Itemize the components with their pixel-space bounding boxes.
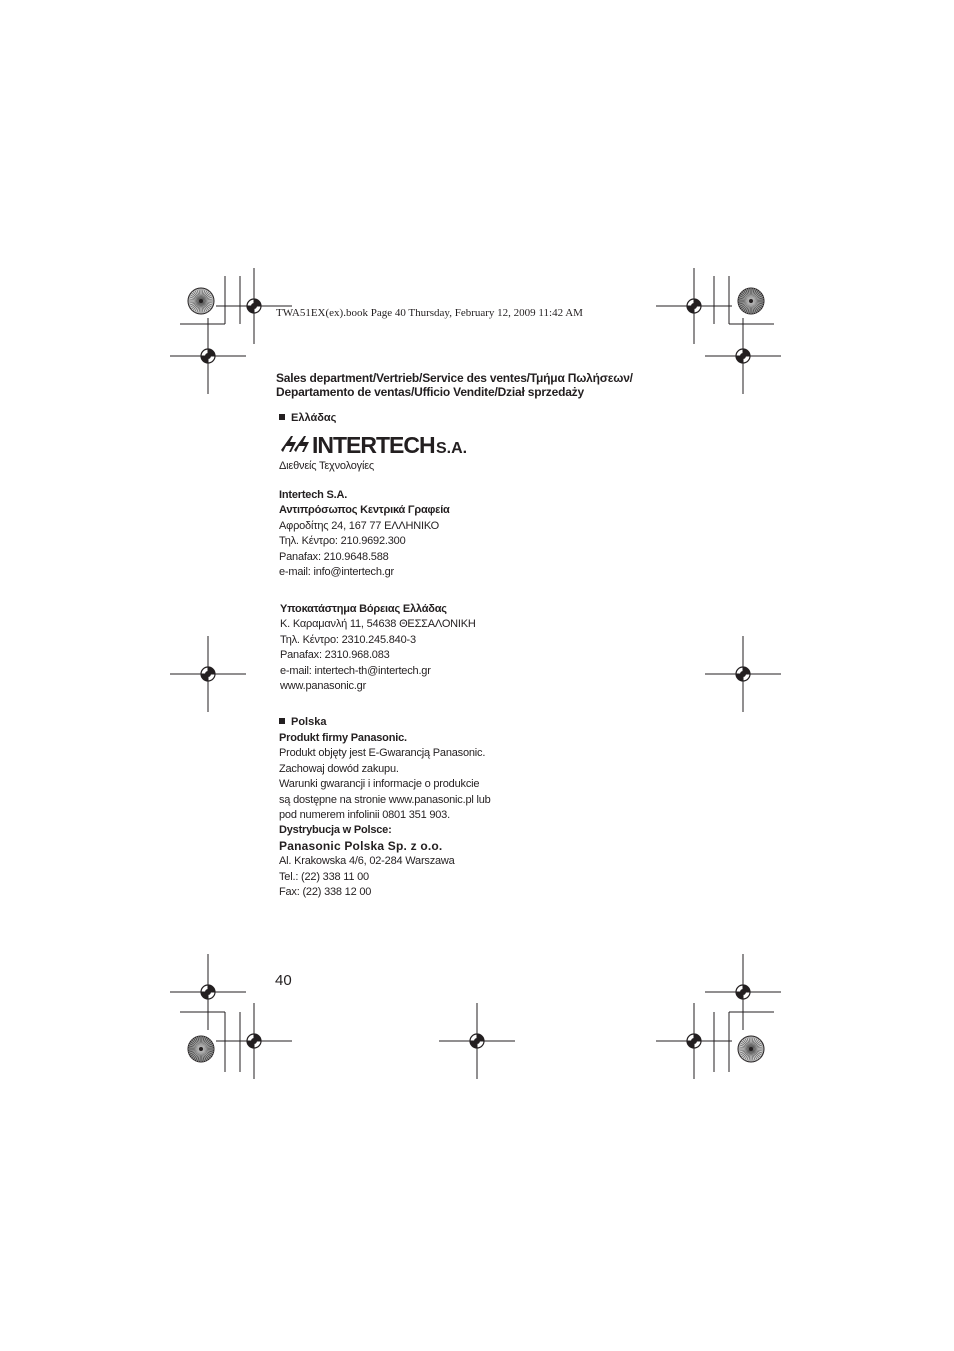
poland-line: pod numerem infolinii 0801 351 903. xyxy=(279,809,450,822)
registration-mark-icon xyxy=(216,1003,292,1079)
poland-address: Al. Krakowska 4/6, 02-284 Warszawa xyxy=(279,855,455,868)
registration-mark-icon xyxy=(170,318,246,394)
branch-web: www.panasonic.gr xyxy=(280,680,367,693)
poland-distribution-title: Dystrybucja w Polsce: xyxy=(279,824,392,837)
hq-address: Αφροδίτης 24, 167 77 ΕΛΛΗΝΙΚΟ xyxy=(279,519,440,532)
poland-fax: Fax: (22) 338 12 00 xyxy=(279,886,372,899)
section-heading-poland: Polska xyxy=(279,716,326,728)
greece-headquarters-block xyxy=(279,488,450,580)
bullet-square-icon xyxy=(279,718,285,724)
registration-mark-icon xyxy=(656,268,732,344)
title-line-1: Sales department/Vertrieb/Service des ventes/Τμήμα Πωλήσεων/ xyxy=(276,371,633,385)
color-target-icon xyxy=(188,288,214,314)
hq-email: e-mail: info@intertech.gr xyxy=(279,566,394,579)
registration-mark-icon xyxy=(216,268,292,344)
hq-office: Αντιπρόσωπος Κεντρικά Γραφεία xyxy=(279,504,450,517)
color-target-icon xyxy=(188,1036,214,1062)
poland-line: Zachowaj dowód zakupu. xyxy=(279,762,399,775)
poland-product-title: Produkt firmy Panasonic. xyxy=(279,732,407,744)
branch-address: Κ. Καραμανλή 11, 54638 ΘΕΣΣΑΛΟΝΙΚΗ xyxy=(280,618,476,631)
hq-company: Intertech S.A. xyxy=(279,489,348,501)
book-header-line: TWA51EX(ex).book Page 40 Thursday, February 12, 2009 11:42 AM xyxy=(276,307,583,319)
poland-block xyxy=(279,731,491,900)
branch-phone: Τηλ. Κέντρο: 2310.245.840-3 xyxy=(280,633,416,646)
title-line-2: Departamento de ventas/Ufficio Vendite/Dział sprzedaży xyxy=(276,385,584,399)
logo-wordmark: INTERTECH xyxy=(312,432,435,458)
branch-email: e-mail: intertech-th@intertech.gr xyxy=(280,664,431,677)
poland-tel: Tel.: (22) 338 11 00 xyxy=(279,870,369,883)
logo-suffix: S.A. xyxy=(436,440,468,457)
greece-branch-block xyxy=(280,602,476,694)
branch-name: Υποκατάστημα Βόρειας Ελλάδας xyxy=(280,603,447,615)
poland-line: są dostępne na stronie www.panasonic.pl lub xyxy=(279,793,491,806)
branch-fax: Panafax: 2310.968.083 xyxy=(280,649,390,662)
hq-phone: Τηλ. Κέντρο: 210.9692.300 xyxy=(279,535,406,548)
registration-mark-icon xyxy=(656,1003,732,1079)
registration-mark-icon xyxy=(170,954,246,1030)
poland-line: Produkt objęty jest E-Gwarancją Panasonic. xyxy=(279,747,486,760)
page-number: 40 xyxy=(275,972,292,989)
registration-mark-icon xyxy=(705,636,781,712)
color-target-icon xyxy=(738,288,764,314)
poland-line: Warunki gwarancji i informacje o produkcie xyxy=(279,778,480,791)
hq-fax: Panafax: 210.9648.588 xyxy=(279,550,389,563)
color-target-icon xyxy=(738,1036,764,1062)
registration-mark-icon xyxy=(705,954,781,1030)
section-heading-greece: Ελλάδας xyxy=(279,412,336,424)
bullet-square-icon xyxy=(279,414,285,420)
intertech-logo xyxy=(279,430,479,458)
intertech-tagline: Διεθνείς Τεχνολογίες xyxy=(279,460,375,472)
poland-company: Panasonic Polska Sp. z o.o. xyxy=(279,838,443,853)
registration-mark-icon xyxy=(170,636,246,712)
registration-mark-icon xyxy=(439,1003,515,1079)
registration-mark-icon xyxy=(705,318,781,394)
sales-department-title xyxy=(276,371,633,399)
